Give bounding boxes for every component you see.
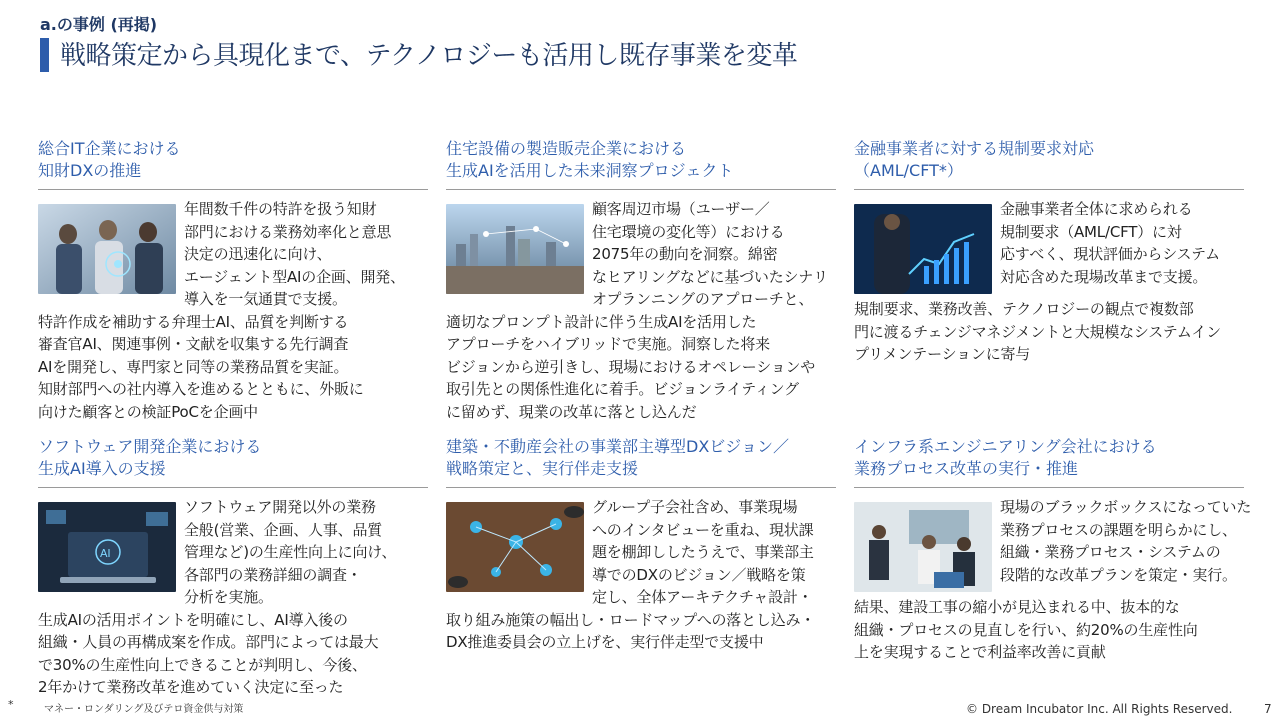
- case-text-line: 全般(営業、企画、人事、品質: [184, 520, 383, 539]
- case-card-future-insight: [446, 138, 836, 423]
- title-accent-bar: [40, 38, 49, 72]
- case-text-line: 題を棚卸ししたうえで、事業部主: [592, 543, 814, 561]
- case-text-line: 取り組み施策の幅出し・ロードマップへの落とし込み・: [446, 610, 816, 629]
- case-text-line: 規制要求、業務改善、テクノロジーの観点で複数部: [854, 300, 1194, 318]
- laptop-ai-photo-icon: [38, 502, 176, 592]
- case-body: [446, 496, 836, 654]
- case-text-line: 適切なプロンプト設計に伴う生成AIを活用した: [446, 312, 757, 331]
- case-text-line: 組織・業務プロセス・システムの: [1000, 543, 1221, 561]
- case-text-line: 各部門の業務詳細の調査・: [184, 565, 362, 584]
- case-heading: [854, 436, 1244, 488]
- case-text-line: 決定の迅速化に向け、: [184, 245, 332, 263]
- case-text-line: 組織・人員の再構成案を作成。部門によっては最大: [38, 633, 379, 651]
- case-text-line: エージェント型AIの企画、開発、: [184, 267, 405, 286]
- engineers-photo-icon: [854, 502, 992, 592]
- case-heading-line: 住宅設備の製造販売企業における: [446, 139, 687, 158]
- case-text-line: 定し、全体アーキテクチャ設計・: [592, 588, 813, 606]
- footnote-marker: *: [8, 698, 14, 711]
- case-text-line: 現場のブラックボックスになっていた: [1000, 498, 1252, 516]
- case-heading-line: 戦略策定と、実行伴走支援: [446, 459, 639, 478]
- case-text-line: 分析を実施。: [184, 588, 273, 606]
- case-text-line: 審査官AI、関連事例・文献を収集する先行調査: [38, 335, 349, 353]
- case-text-line: ビジョンから逆引きし、現場におけるオペレーションや: [446, 357, 816, 376]
- case-text-line: で30%の生産性向上できることが判明し、今後、: [38, 655, 367, 674]
- case-text-line: 段階的な改革プランを策定・実行。: [1000, 565, 1237, 584]
- case-heading-line: 建築・不動産会社の事業部主導型DXビジョン／: [446, 437, 789, 456]
- case-text-line: 対応含めた現場改革まで支援。: [1000, 267, 1208, 286]
- case-text-line: 知財部門への社内導入を進めるとともに、外販に: [38, 380, 364, 398]
- case-card-ip-dx: [38, 138, 428, 423]
- kicker: a.の事例 (再掲): [40, 15, 158, 34]
- case-text-line: AIを開発し、専門家と同等の業務品質を実証。: [38, 357, 349, 376]
- svg-text:AI: AI: [100, 547, 111, 560]
- case-text-line: ソフトウェア開発以外の業務: [184, 498, 376, 516]
- case-body: [446, 198, 836, 423]
- case-text-line: 向けた顧客との検証PoCを企画中: [38, 402, 258, 421]
- case-text-line: グループ子会社含め、事業現場: [592, 498, 798, 516]
- case-text-line: オプランニングのアプローチと、: [592, 290, 814, 308]
- case-text-line: 取引先との関係性進化に着手。ビジョンライティング: [446, 380, 799, 398]
- case-heading-line: 総合IT企業における: [38, 139, 181, 158]
- case-heading-line: 業務プロセス改革の実行・推進: [854, 459, 1079, 478]
- case-text-line: 部門における業務効率化と意思: [184, 222, 392, 241]
- case-heading-line: 生成AI導入の支援: [38, 459, 166, 478]
- case-text-line: 住宅環境の変化等）における: [592, 222, 785, 241]
- case-body: [854, 496, 1252, 664]
- case-text-line: に留めず、現業の改革に落とし込んだ: [446, 402, 697, 421]
- case-heading-line: 知財DXの推進: [38, 161, 142, 180]
- case-heading-line: ソフトウェア開発企業における: [38, 437, 262, 456]
- case-text-line: 結果、建設工事の縮小が見込まれる中、抜本的な: [854, 598, 1180, 616]
- case-card-infra-bpr: [854, 436, 1252, 664]
- case-text-line: へのインタビューを重ね、現状課: [592, 520, 814, 539]
- case-text-line: 2年かけて業務改革を進めていく決定に至った: [38, 678, 344, 696]
- case-text-line: 規制要求（AML/CFT）に対: [1000, 222, 1182, 241]
- case-text-line: 導入を一気通貫で支援。: [184, 290, 347, 308]
- case-heading: [38, 436, 428, 488]
- case-text-line: DX推進委員会の立上げを、実行伴走型で支援中: [446, 633, 764, 651]
- case-text-line: 特許作成を補助する弁理士AI、品質を判断する: [38, 312, 349, 331]
- case-card-construction-dx: [446, 436, 836, 654]
- case-text-line: 業務プロセスの課題を明らかにし、: [1000, 520, 1237, 539]
- finance-chart-photo-icon: [854, 204, 992, 294]
- footnote: マネー・ロンダリング及びテロ資金供与対策: [44, 704, 244, 715]
- case-text-line: 上を実現することで利益率改善に貢献: [854, 643, 1106, 661]
- case-heading-line: 金融事業者に対する規制要求対応: [854, 139, 1095, 158]
- case-text-line: プリメンテーションに寄与: [854, 345, 1031, 363]
- copyright: © Dream Incubator Inc. All Rights Reserved.: [966, 702, 1233, 716]
- case-text-line: 応すべく、現状評価からシステム: [1000, 245, 1220, 263]
- case-heading-line: （AML/CFT*）: [854, 161, 963, 180]
- case-body: [38, 198, 428, 423]
- case-heading-line: インフラ系エンジニアリング会社における: [854, 437, 1157, 456]
- page-number: 7: [1264, 702, 1272, 716]
- city-network-photo-icon: [446, 204, 584, 294]
- case-text-line: 管理など)の生産性向上に向け、: [184, 543, 397, 561]
- case-text-line: なヒアリングなどに基づいたシナリ: [592, 267, 828, 286]
- case-card-software-genai: [38, 436, 428, 699]
- case-text-line: 金融事業者全体に求められる: [1000, 200, 1193, 218]
- case-heading: [38, 138, 428, 190]
- case-heading-line: 生成AIを活用した未来洞察プロジェクト: [446, 161, 734, 180]
- page-title: 戦略策定から具現化まで、テクノロジーも活用し既存事業を変革: [60, 41, 798, 71]
- desk-network-photo-icon: [446, 502, 584, 592]
- team-meeting-photo-icon: [38, 204, 176, 294]
- case-text-line: 生成AIの活用ポイントを明確にし、AI導入後の: [38, 610, 348, 629]
- case-text-line: 2075年の動向を洞察。綿密: [592, 245, 778, 263]
- case-heading: [446, 138, 836, 190]
- case-text-line: 導でのDXのビジョン／戦略を策: [592, 565, 806, 584]
- case-body: [38, 496, 428, 699]
- case-text-line: 組織・プロセスの見直しを行い、約20%の生産性向: [854, 620, 1198, 639]
- case-body: [854, 198, 1244, 366]
- case-text-line: 年間数千件の特許を扱う知財: [184, 200, 377, 218]
- case-heading: [854, 138, 1244, 190]
- case-text-line: 顧客周辺市場（ユーザー／: [592, 200, 770, 218]
- case-text-line: 門に渡るチェンジマネジメントと大規模なシステムイン: [854, 322, 1221, 341]
- case-heading: [446, 436, 836, 488]
- case-text-line: アプローチをハイブリッドで実施。洞察した将来: [446, 335, 770, 353]
- case-card-aml-cft: [854, 138, 1244, 366]
